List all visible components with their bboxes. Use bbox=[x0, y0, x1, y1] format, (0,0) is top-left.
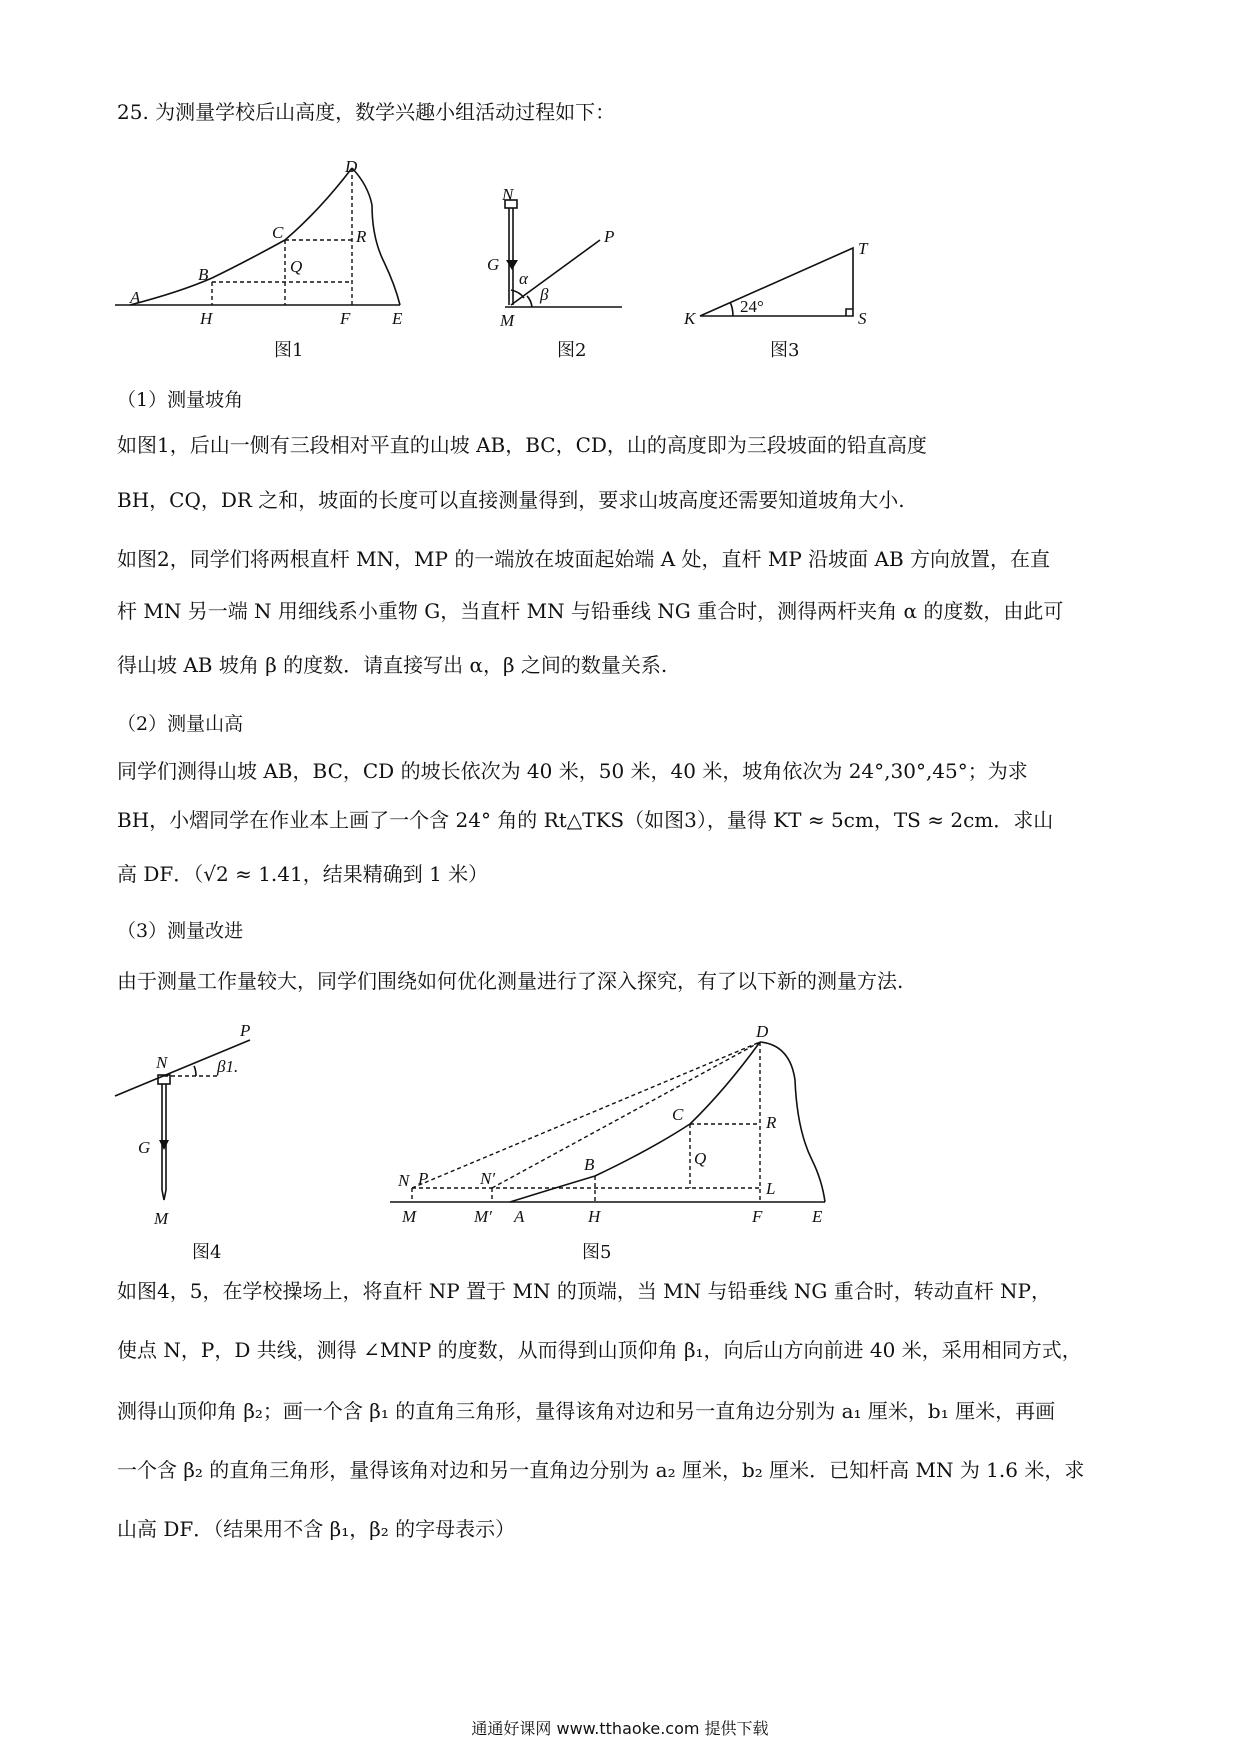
fig3-label-angle: 24° bbox=[740, 297, 764, 316]
fig4-caption: 图4 bbox=[192, 1242, 222, 1263]
fig2-label-N: N bbox=[502, 185, 514, 204]
part2-line2: BH，小熠同学在作业本上画了一个含 24° 角的 Rt△TKS（如图3），量得 KT ≈ 5cm，TS ≈ 2cm．求山 bbox=[117, 808, 1054, 832]
part3-line2: 如图4，5，在学校操场上，将直杆 NP 置于 MN 的顶端，当 MN 与铅垂线 NG 重合时，转动直杆 NP， bbox=[117, 1279, 1052, 1303]
fig5-label-E: E bbox=[812, 1207, 823, 1226]
fig1-label-A: A bbox=[130, 288, 141, 307]
fig4-label-G: G bbox=[138, 1138, 151, 1157]
part1-line3: 如图2，同学们将两根直杆 MN，MP 的一端放在坡面起始端 A 处，直杆 MP 沿坡面 AB 方向放置，在直 bbox=[117, 547, 1051, 571]
fig5-label-D: D bbox=[756, 1022, 769, 1041]
problem-heading: 25. 为测量学校后山高度，数学兴趣小组活动过程如下： bbox=[117, 100, 616, 124]
part3-title: （3）测量改进 bbox=[117, 920, 244, 942]
part3-line4: 测得山顶仰角 β₂；画一个含 β₁ 的直角三角形，量得该角对边和另一直角边分别为 a₁ 厘米，b₁ 厘米，再画 bbox=[117, 1399, 1056, 1423]
part3-line3: 使点 N，P，D 共线，测得 ∠MNP 的度数，从而得到山顶仰角 β₁，向后山方向前进 40 米，采用相同方式， bbox=[117, 1338, 1082, 1362]
part3-line6: 山高 DF．（结果用不含 β₁，β₂ 的字母表示） bbox=[117, 1517, 516, 1541]
fig5-label-M: M bbox=[402, 1207, 417, 1226]
fig2-caption: 图2 bbox=[557, 340, 587, 361]
part3-line1: 由于测量工作量较大，同学们围绕如何优化测量进行了深入探究，有了以下新的测量方法. bbox=[117, 969, 904, 993]
part1-title: （1）测量坡角 bbox=[117, 389, 244, 411]
fig1-label-D: D bbox=[345, 157, 358, 176]
fig2-label-alpha: α bbox=[519, 269, 528, 288]
part2-line3: 高 DF．（√2 ≈ 1.41，结果精确到 1 米） bbox=[117, 862, 489, 886]
part2-line1: 同学们测得山坡 AB，BC，CD 的坡长依次为 40 米，50 米，40 米，坡角依次为 24°,30°,45°；为求 bbox=[117, 759, 1028, 783]
fig5-label-F: F bbox=[752, 1207, 763, 1226]
fig5-label-B: B bbox=[584, 1155, 595, 1174]
fig3-label-T: T bbox=[858, 239, 868, 258]
fig1-label-B: B bbox=[198, 265, 209, 284]
fig5-label-Nprime: N′ bbox=[480, 1169, 496, 1188]
fig4-label-beta1: β1. bbox=[217, 1057, 239, 1076]
fig5-label-N: N bbox=[398, 1171, 410, 1190]
fig1-label-E: E bbox=[392, 309, 403, 328]
fig4-label-M: M bbox=[154, 1209, 169, 1228]
part1-line1: 如图1，后山一侧有三段相对平直的山坡 AB，BC，CD，山的高度即为三段坡面的铅直高度 bbox=[117, 433, 927, 457]
fig2-label-P: P bbox=[604, 227, 615, 246]
fig4-label-P: P bbox=[240, 1021, 251, 1040]
fig1-label-Q: Q bbox=[290, 257, 303, 276]
fig1-label-H: H bbox=[200, 309, 213, 328]
fig2-label-beta: β bbox=[540, 285, 549, 304]
fig5-label-L: L bbox=[766, 1179, 776, 1198]
fig5-label-Q: Q bbox=[694, 1149, 707, 1168]
fig1-label-C: C bbox=[272, 223, 284, 242]
fig3-label-S: S bbox=[858, 309, 867, 328]
fig4-label-N: N bbox=[156, 1053, 168, 1072]
footer-watermark: 通通好课网 www.tthaoke.com 提供下载 bbox=[471, 1719, 769, 1738]
fig5-label-H: H bbox=[588, 1207, 601, 1226]
part1-line2: BH，CQ，DR 之和，坡面的长度可以直接测量得到，要求山坡高度还需要知道坡角大小. bbox=[117, 488, 905, 512]
part1-line4: 杆 MN 另一端 N 用细线系小重物 G，当直杆 MN 与铅垂线 NG 重合时，测得两杆夹角 α 的度数，由此可 bbox=[117, 599, 1064, 623]
part2-title: （2）测量山高 bbox=[117, 713, 244, 735]
part3-line5: 一个含 β₂ 的直角三角形，量得该角对边和另一直角边分别为 a₂ 厘米，b₂ 厘米．已知杆高 MN 为 1.6 米，求 bbox=[117, 1458, 1085, 1482]
fig5-label-C: C bbox=[672, 1105, 684, 1124]
fig3-caption: 图3 bbox=[770, 340, 800, 361]
fig5-caption: 图5 bbox=[582, 1242, 612, 1263]
fig2-label-G: G bbox=[487, 255, 500, 274]
fig1-caption: 图1 bbox=[274, 340, 304, 361]
fig5-label-A: A bbox=[514, 1207, 525, 1226]
fig5-label-R: R bbox=[766, 1113, 777, 1132]
part1-line5: 得山坡 AB 坡角 β 的度数．请直接写出 α，β 之间的数量关系. bbox=[117, 653, 668, 677]
fig5-label-P: P bbox=[418, 1169, 429, 1188]
fig1-label-F: F bbox=[340, 309, 351, 328]
fig2-label-M: M bbox=[500, 311, 515, 330]
fig3-label-K: K bbox=[684, 309, 696, 328]
fig1-label-R: R bbox=[356, 227, 367, 246]
fig5-label-Mprime: M′ bbox=[474, 1207, 492, 1226]
